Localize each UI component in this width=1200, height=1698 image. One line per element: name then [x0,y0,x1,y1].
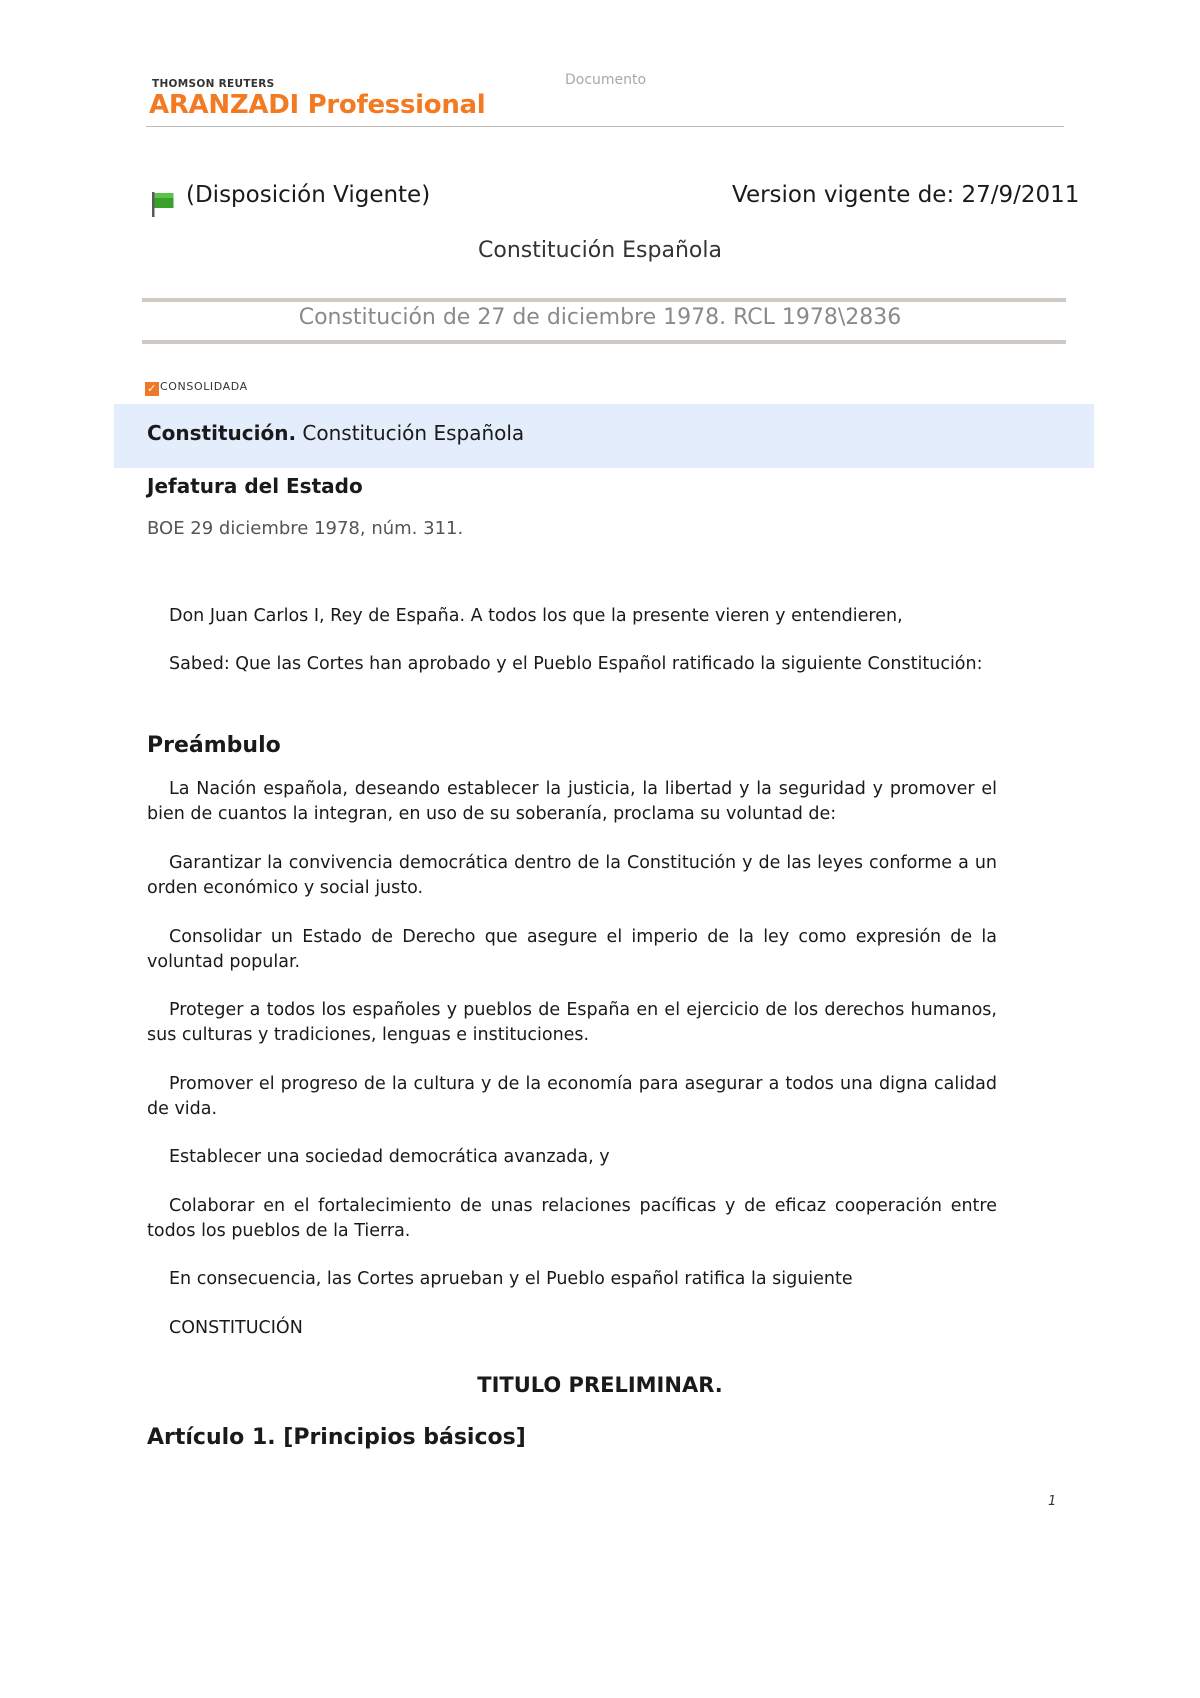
preamble-paragraph: Proteger a todos los españoles y pueblos de España en el ejercicio de los derechos humanos, sus culturas y tradiciones, lenguas e instituciones. [147,1000,997,1045]
consolidated-label: CONSOLIDADA [160,380,248,393]
brand-thomson-reuters: THOMSON REUTERS [152,78,275,90]
brand-professional: Professional [307,90,486,120]
preamble-paragraph: CONSTITUCIÓN [169,1318,303,1338]
document-label: Documento [565,72,647,88]
band-label-rest: Constitución Española [296,421,525,445]
document-subtitle: Constitución de 27 de diciembre 1978. RCL 1978\2836 [298,305,902,330]
page-number: 1 [1048,1494,1057,1509]
title-heading: TITULO PRELIMINAR. [477,1373,723,1397]
disposition-status: (Disposición Vigente) [186,182,431,208]
brand-aranzadi: ARANZADI [149,90,299,120]
issuer-heading: Jefatura del Estado [147,474,363,498]
header-divider [146,126,1064,127]
document-title: Constitución Española [478,238,722,263]
consolidated-badge [145,380,248,400]
band-label-bold: Constitución. [147,421,297,445]
article-heading: Artículo 1. [Principios básicos] [147,1425,526,1450]
intro-paragraph: Don Juan Carlos I, Rey de España. A todos los que la presente vieren y entendieren, [169,606,903,626]
subtitle-bottom-rule [142,340,1066,344]
preamble-paragraph: Consolidar un Estado de Derecho que asegure el imperio de la ley como expresión de la voluntad popular. [147,927,997,972]
publication-reference: BOE 29 diciembre 1978, núm. 311. [147,518,464,539]
check-icon: ✓ [145,382,159,396]
preamble-paragraph: En consecuencia, las Cortes aprueban y el Pueblo español ratifica la siguiente [169,1269,853,1289]
preamble-paragraph: La Nación española, deseando establecer la justicia, la libertad y la seguridad y promover el bien de cuantos la integran, en uso de su soberanía, proclama su voluntad de: [147,779,997,824]
band-label [147,421,524,445]
brand-logo [149,90,485,120]
flag-icon [151,190,175,218]
intro-paragraph: Sabed: Que las Cortes han aprobado y el Pueblo Español ratificado la siguiente Constitución: [169,654,983,674]
preamble-paragraph: Establecer una sociedad democrática avanzada, y [169,1147,610,1167]
preamble-paragraph: Colaborar en el fortalecimiento de unas relaciones pacíficas y de eficaz cooperación entre todos los pueblos de la Tierra. [147,1196,997,1241]
subtitle-top-rule [142,298,1066,302]
preamble-heading: Preámbulo [147,733,281,758]
version-date: Version vigente de: 27/9/2011 [732,182,1080,208]
preamble-paragraph: Garantizar la convivencia democrática dentro de la Constitución y de las leyes conforme a un orden económico y social justo. [147,853,997,898]
preamble-paragraph: Promover el progreso de la cultura y de la economía para asegurar a todos una digna calidad de vida. [147,1074,997,1119]
